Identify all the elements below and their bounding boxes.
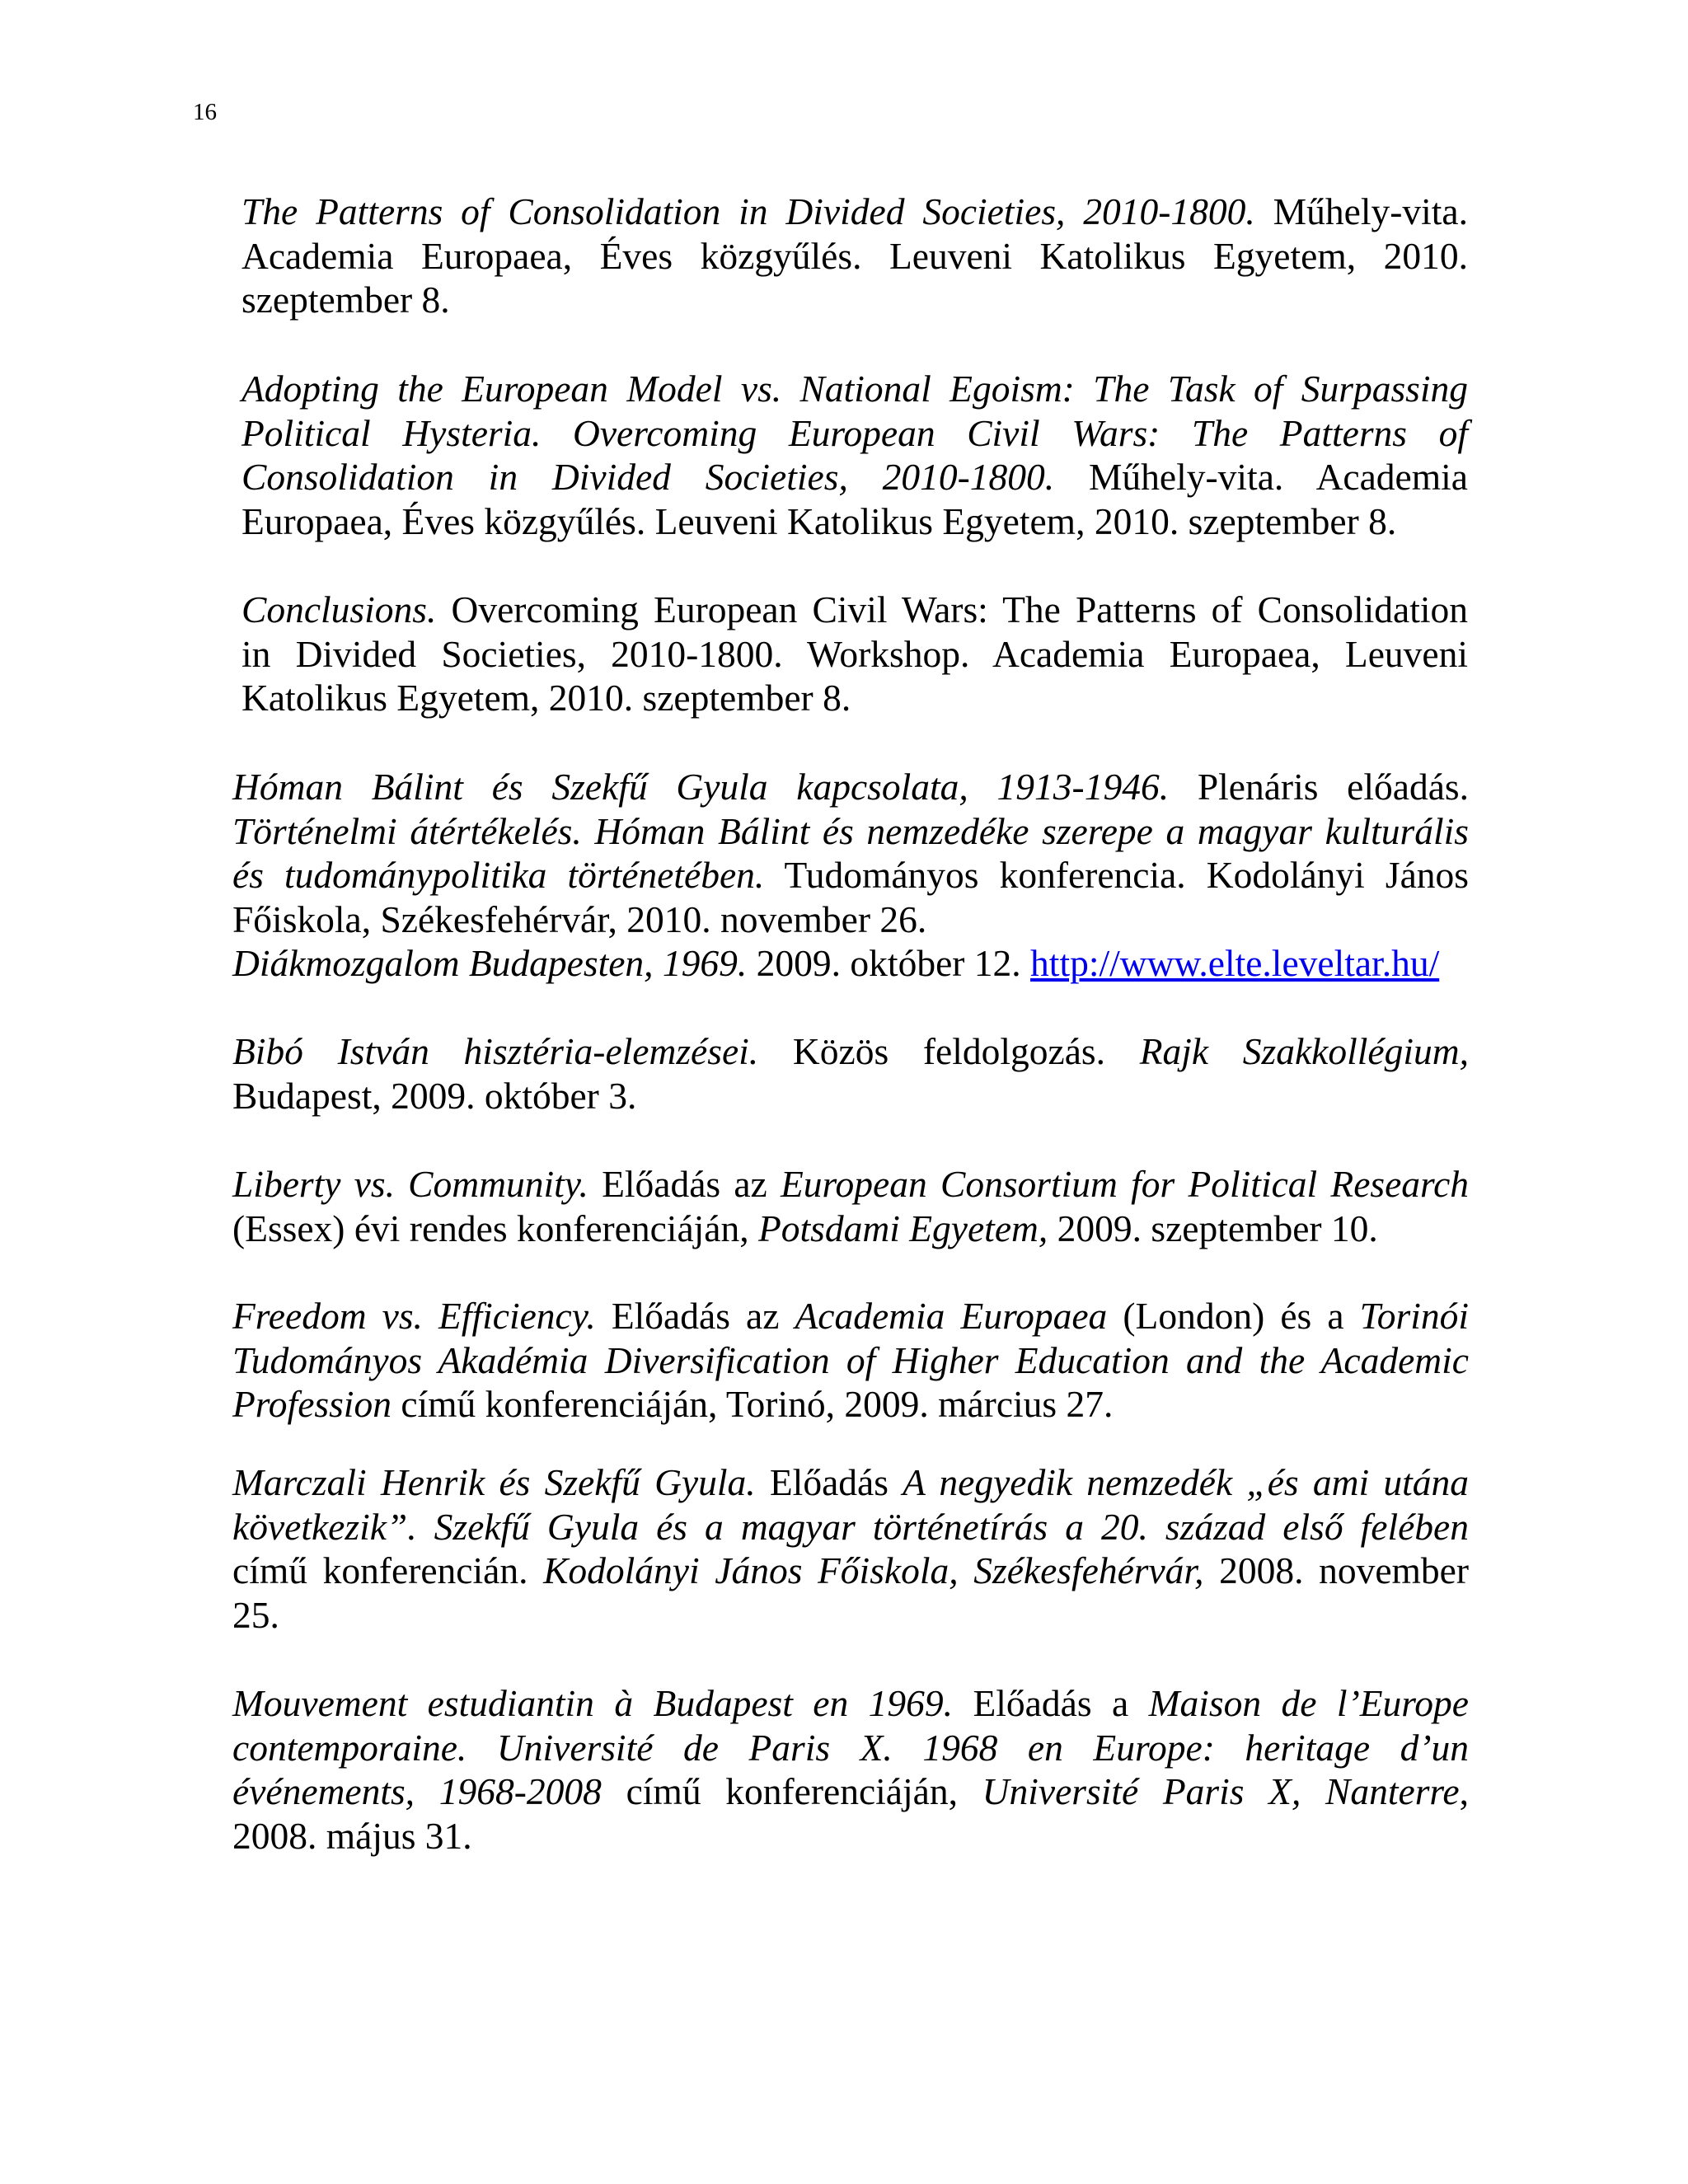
entry-line [241, 676, 1468, 720]
italic-text: Marczali Henrik és Szekfű Gyula. [232, 1461, 756, 1503]
text: Közös feldolgozás. [758, 1030, 1140, 1072]
entry-line [232, 809, 1469, 854]
text: in Divided Societies, 2010-1800. Workshop. Academia Europaea, Leuveni [241, 632, 1468, 675]
text: 2008. május 31. [232, 1814, 472, 1857]
italic-text: Történelmi átértékelés. Hóman Bálint és nemzedéke szerepe a magyar kulturális [232, 809, 1469, 852]
text: Műhely-vita. [1254, 190, 1468, 232]
entry-line [232, 1549, 1469, 1593]
italic-text: A negyedik nemzedék „és ami utána [903, 1461, 1469, 1503]
entry-line [232, 898, 1469, 942]
entry-line [241, 367, 1468, 411]
italic-text: The Patterns of Consolidation in Divided Societies, 2010-1800. [241, 190, 1255, 232]
entry-line [232, 1382, 1469, 1427]
text: Főiskola, Székesfehérvár, 2010. november 26. [232, 898, 927, 940]
text: Katolikus Egyetem, 2010. szeptember 8. [241, 677, 851, 719]
italic-text: Diákmozgalom Budapesten, 1969. [232, 942, 748, 984]
entry-line [241, 278, 1468, 322]
entry-line [241, 588, 1468, 632]
entry-line [232, 1029, 1469, 1074]
bibliography-entry [232, 1294, 1469, 1427]
text: 2009. október 12. [747, 942, 1031, 984]
italic-text: Mouvement estudiantin à Budapest en 1969. [232, 1682, 954, 1724]
text: 25. [232, 1593, 279, 1636]
italic-text: Maison de l’Europe [1148, 1682, 1469, 1724]
italic-text: Tudományos Akadémia Diversification of Higher Education and the Academic [232, 1338, 1469, 1381]
entry-line [232, 1681, 1469, 1726]
italic-text: következik”. Szekfű Gyula és a magyar történetírás a 20. század első felében [232, 1505, 1469, 1548]
text: Műhely-vita. Academia [1054, 456, 1468, 498]
italic-text: Adopting the European Model vs. National Egoism: The Task of Surpassing [241, 368, 1468, 410]
entry-line [232, 1294, 1469, 1338]
entry-line [241, 190, 1468, 234]
entry-line [241, 499, 1468, 544]
entry-line [232, 1769, 1469, 1814]
text: (Essex) évi rendes konferenciáján, [232, 1207, 758, 1249]
text: című konferenciáján, [601, 1770, 982, 1812]
italic-text: Consolidation in Divided Societies, 2010-1800. [241, 456, 1055, 498]
entry-line [232, 1726, 1469, 1770]
italic-text: Profession [232, 1383, 392, 1425]
entry-line [241, 411, 1468, 456]
text: Előadás az [595, 1295, 795, 1337]
text: Europaea, Éves közgyűlés. Leuveni Katolikus Egyetem, 2010. szeptember 8. [241, 499, 1397, 542]
italic-text: Kodolányi János Főiskola, Székesfehérvár, [543, 1549, 1204, 1591]
entry-line [232, 853, 1469, 898]
text: Academia Europaea, Éves közgyűlés. Leuveni Katolikus Egyetem, 2010. [241, 234, 1468, 277]
bibliography-entry [232, 1460, 1469, 1637]
entry-line [232, 1207, 1469, 1251]
text: Tudományos konferencia. Kodolányi János [764, 854, 1469, 896]
text: (London) és a [1107, 1295, 1360, 1337]
italic-text: Rajk Szakkollégium, [1139, 1030, 1469, 1072]
italic-text: événements, 1968-2008 [232, 1770, 602, 1812]
italic-text: Freedom vs. Efficiency. [232, 1295, 596, 1337]
entry-line [241, 234, 1468, 279]
italic-text: Bibó István hisztéria-elemzései. [232, 1030, 759, 1072]
bibliography-entry [241, 588, 1468, 720]
text: című konferenciáján, Torinó, 2009. március 27. [391, 1383, 1114, 1425]
text: Plenáris előadás. [1169, 766, 1469, 808]
entry-line [241, 632, 1468, 677]
bibliography-entry [232, 1162, 1469, 1250]
text: Budapest, 2009. október 3. [232, 1074, 637, 1117]
text: Előadás [755, 1461, 903, 1503]
text: 2008. november [1203, 1549, 1470, 1591]
italic-text: contemporaine. Université de Paris X. 1968 en Europe: heritage d’un [232, 1726, 1469, 1769]
entry-line [241, 455, 1468, 499]
italic-text: Academia Europaea [795, 1295, 1108, 1337]
italic-text: Liberty vs. Community. [232, 1163, 588, 1205]
text: , [1459, 1770, 1469, 1812]
text: 2009. szeptember 10. [1048, 1207, 1378, 1249]
entry-line [232, 1074, 1469, 1118]
text: című konferencián. [232, 1549, 544, 1591]
bibliography-entry [241, 367, 1468, 543]
entry-line [232, 941, 1469, 986]
page-number: 16 [193, 99, 217, 125]
entry-line [232, 1814, 1469, 1858]
italic-text: Hóman Bálint és Szekfű Gyula kapcsolata, 1913-1946. [232, 766, 1170, 808]
entry-line [232, 1162, 1469, 1207]
italic-text: és tudománypolitika történetében. [232, 854, 765, 896]
bibliography-entry [232, 765, 1469, 941]
entry-line [232, 1338, 1469, 1383]
text: Előadás a [953, 1682, 1149, 1724]
italic-text: Université Paris X, Nanterre [982, 1770, 1460, 1812]
text: Overcoming European Civil Wars: The Patterns of Consolidation [436, 588, 1468, 630]
bibliography-entry [232, 1029, 1469, 1118]
italic-text: Potsdami Egyetem, [757, 1207, 1048, 1249]
entry-line [232, 1593, 1469, 1638]
bibliography-entry [241, 190, 1468, 322]
italic-text: Conclusions. [241, 588, 437, 630]
entry-line [232, 765, 1469, 809]
entry-line [232, 1460, 1469, 1505]
italic-text: European Consortium for Political Research [781, 1163, 1470, 1205]
bibliography-entry [232, 1681, 1469, 1858]
text: szeptember 8. [241, 279, 450, 321]
bibliography-entry [232, 941, 1469, 986]
italic-text: Political Hysteria. Overcoming European Civil Wars: The Patterns of [241, 411, 1468, 454]
archive-link[interactable]: http://www.elte.leveltar.hu/ [1030, 942, 1440, 984]
text: Előadás az [588, 1163, 781, 1205]
italic-text: Torinói [1359, 1295, 1469, 1337]
entry-line [232, 1505, 1469, 1549]
